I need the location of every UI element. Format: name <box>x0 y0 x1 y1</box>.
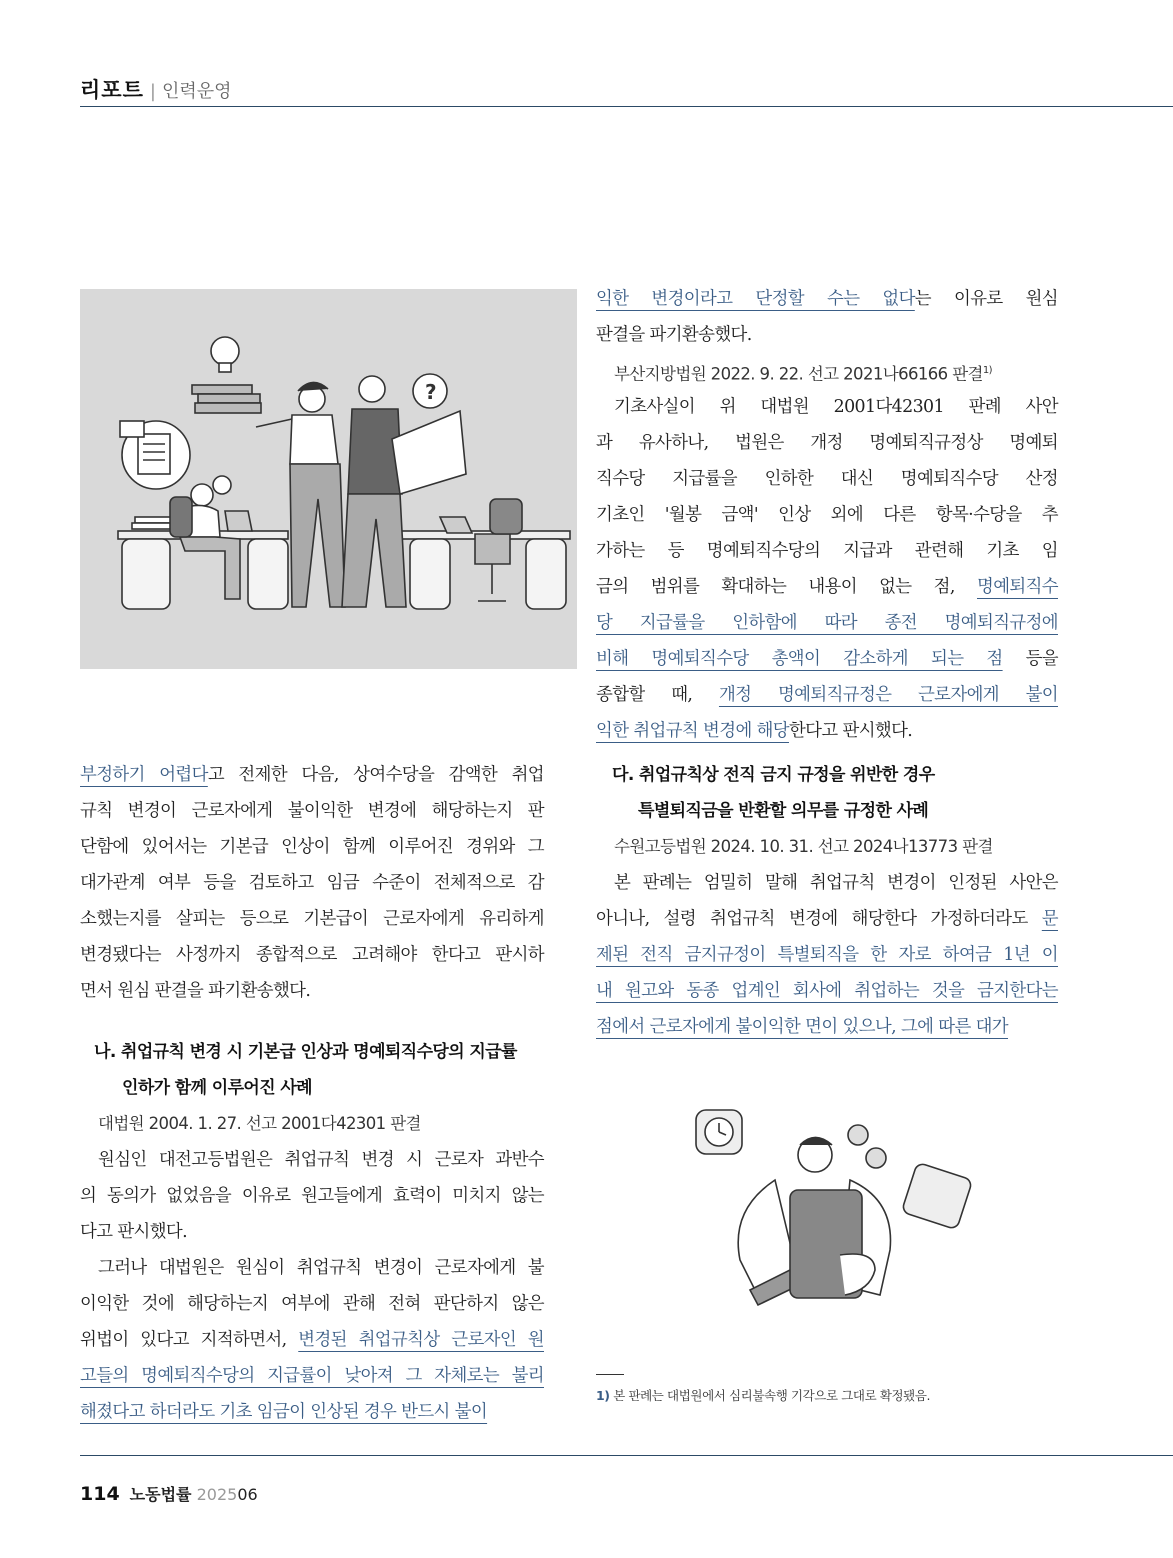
text-line <box>596 605 1058 641</box>
section-na-heading-cont: 인하가 함께 이루어진 사례 <box>122 1078 312 1098</box>
running-header <box>80 74 232 104</box>
magazine-name: 노동법률 <box>129 1485 192 1504</box>
emphasized-text: 고들의 명예퇴직수당의 지급률이 낮아져 그 자체로는 불리 <box>80 1366 544 1386</box>
text-span: 그러나 대법원은 원심이 취업규칙 변경이 근로자에게 불 <box>98 1258 544 1278</box>
emphasized-text: 변경된 취업규칙상 근로자인 원 <box>298 1330 544 1350</box>
emphasized-text: 개정 명예퇴직규정은 근로자에게 불이 <box>718 685 1058 705</box>
text-span: 이익한 것에 해당하는지 여부에 관해 전혀 판단하지 않은 <box>80 1294 544 1314</box>
text-line <box>80 793 544 829</box>
emphasized-text: 문 <box>1041 909 1058 929</box>
text-span: 고 전제한 다음, 상여수당을 감액한 취업 <box>207 765 544 785</box>
office-illustration <box>80 289 577 669</box>
text-line <box>80 1142 544 1178</box>
footnote-ref: 1) <box>982 365 992 376</box>
page-footer <box>80 1482 258 1505</box>
section-subtitle: 인력운영 <box>161 81 232 102</box>
text-span: 위법이 있다고 지적하면서, <box>80 1330 299 1350</box>
text-line <box>596 973 1058 1009</box>
emphasized-text: 제된 전직 금지규정이 특별퇴직을 한 자로 하여금 1년 이 <box>596 945 1058 965</box>
text-span: 대가관계 여부 등을 검토하고 임금 수준이 전체적으로 감 <box>80 873 544 893</box>
text-line <box>596 1009 1058 1045</box>
emphasized-text: 당 지급률을 인하함에 따라 종전 명예퇴직규정에 <box>596 613 1058 633</box>
issue-month: 06 <box>237 1485 258 1504</box>
text-span: 다고 판시했다. <box>80 1222 188 1242</box>
text-line <box>596 461 1058 497</box>
section-na-heading: 나. 취업규칙 변경 시 기본급 인상과 명예퇴직수당의 지급률 <box>94 1042 517 1062</box>
text-line <box>80 1394 544 1430</box>
emphasized-text: 명예퇴직수 <box>977 577 1058 597</box>
text-span: 규칙 변경이 근로자에게 불이익한 변경에 해당하는지 판 <box>80 801 544 821</box>
case-citation-suwon: 수원고등법원 2024. 10. 31. 선고 2024나13773 판결 <box>614 837 993 856</box>
text-line <box>596 713 1058 749</box>
text-span: 판결을 파기환송했다. <box>596 325 752 345</box>
text-span: 직수당 지급률을 인하한 대신 명예퇴직수당 산정 <box>596 469 1058 489</box>
text-span: 소했는지를 살피는 등으로 기본급이 근로자에게 유리하게 <box>80 909 544 929</box>
office-scene-graphic <box>80 289 577 669</box>
text-line <box>80 901 544 937</box>
text-span: 가하는 등 명예퇴직수당의 지급과 관련해 기초 임 <box>596 541 1058 561</box>
text-span: 본 판례는 엄밀히 말해 취업규칙 변경이 인정된 사안은 <box>614 873 1058 893</box>
text-line <box>80 1322 544 1358</box>
section-da-heading-cont: 특별퇴직금을 반환할 의무를 규정한 사례 <box>638 801 929 821</box>
emphasized-text: 익한 변경이라고 단정할 수는 없다 <box>596 289 915 309</box>
text-span: 기초사실이 위 대법원 2001다42301 판례 사안 <box>614 397 1058 417</box>
emphasized-text: 점에서 근로자에게 불이익한 면이 있으나, 그에 따른 대가 <box>596 1017 1009 1037</box>
text-span: 아니나, 설령 취업규칙 변경에 해당한다 가정하더라도 <box>596 909 1042 929</box>
section-title: 리포트 <box>80 78 144 102</box>
right-column-top <box>596 281 1058 749</box>
text-line <box>596 677 1058 713</box>
tablet-man-illustration <box>690 1100 975 1320</box>
text-line <box>596 281 1058 317</box>
svg-text:?: ? <box>425 380 437 404</box>
section-da <box>596 757 1058 1045</box>
text-span: 는 이유로 원심 <box>914 289 1058 309</box>
text-line <box>596 317 1058 353</box>
text-span: 종합할 때, <box>596 685 719 705</box>
text-line <box>596 937 1058 973</box>
text-line <box>596 901 1058 937</box>
text-span: 등을 <box>1002 649 1059 669</box>
text-span: 금의 범위를 확대하는 내용이 없는 점, <box>596 577 977 597</box>
footer-rule <box>80 1455 1173 1456</box>
emphasized-text: 해졌다고 하더라도 기초 임금이 인상된 경우 반드시 불이 <box>80 1402 488 1422</box>
text-line <box>596 569 1058 605</box>
text-line <box>80 973 544 1009</box>
text-span: 한다고 판시했다. <box>788 721 913 741</box>
text-line <box>80 1286 544 1322</box>
footnote-text: 본 판례는 대법원에서 심리불속행 기각으로 그대로 확정됐음. <box>613 1388 931 1403</box>
case-citation-supreme: 대법원 2004. 1. 27. 선고 2001다42301 판결 <box>98 1114 421 1133</box>
text-line <box>80 829 544 865</box>
text-span: 변경됐다는 사정까지 종합적으로 고려해야 한다고 판시하 <box>80 945 544 965</box>
text-line <box>596 389 1058 425</box>
issue-year: 2025 <box>196 1485 238 1504</box>
emphasized-text: 비해 명예퇴직수당 총액이 감소하게 되는 점 <box>596 649 1003 669</box>
text-line <box>80 1214 544 1250</box>
footnote <box>596 1386 930 1404</box>
text-line <box>596 641 1058 677</box>
text-span: 단함에 있어서는 기본급 인상이 함께 이루어진 경위와 그 <box>80 837 544 857</box>
left-column-continuation <box>80 757 544 1009</box>
section-na <box>80 1034 544 1430</box>
footnote-number: 1) <box>596 1388 610 1403</box>
text-span: 과 유사하나, 법원은 개정 명예퇴직규정상 명예퇴 <box>596 433 1058 453</box>
text-line <box>80 865 544 901</box>
text-line <box>80 1250 544 1286</box>
text-span: 의 동의가 없었음을 이유로 원고들에게 효력이 미치지 않는 <box>80 1186 544 1206</box>
text-line <box>80 1178 544 1214</box>
text-span: 기초인 '월봉 금액' 인상 외에 다른 항목·수당을 추 <box>596 505 1058 525</box>
text-line <box>596 425 1058 461</box>
text-line <box>596 865 1058 901</box>
emphasized-text: 부정하기 어렵다 <box>80 765 208 785</box>
text-span: 면서 원심 판결을 파기환송했다. <box>80 981 311 1001</box>
emphasized-text: 익한 취업규칙 변경에 해당 <box>596 721 789 741</box>
text-line <box>80 1358 544 1394</box>
header-rule <box>80 106 1173 107</box>
text-line <box>596 533 1058 569</box>
text-line <box>80 757 544 793</box>
emphasized-text: 내 원고와 동종 업계인 회사에 취업하는 것을 금지한다는 <box>596 981 1058 1001</box>
page-number: 114 <box>80 1483 120 1505</box>
text-line <box>80 937 544 973</box>
footnote-rule <box>596 1374 624 1375</box>
case-citation-busan: 부산지방법원 2022. 9. 22. 선고 2021나66166 판결$^{1)}$ <box>614 364 992 384</box>
section-da-heading: 다. 취업규칙상 전직 금지 규정을 위반한 경우 <box>612 765 935 785</box>
text-line <box>596 497 1058 533</box>
header-separator: | <box>149 81 156 102</box>
tablet-man-graphic <box>690 1100 975 1320</box>
text-span: 원심인 대전고등법원은 취업규칙 변경 시 근로자 과반수 <box>98 1150 544 1170</box>
